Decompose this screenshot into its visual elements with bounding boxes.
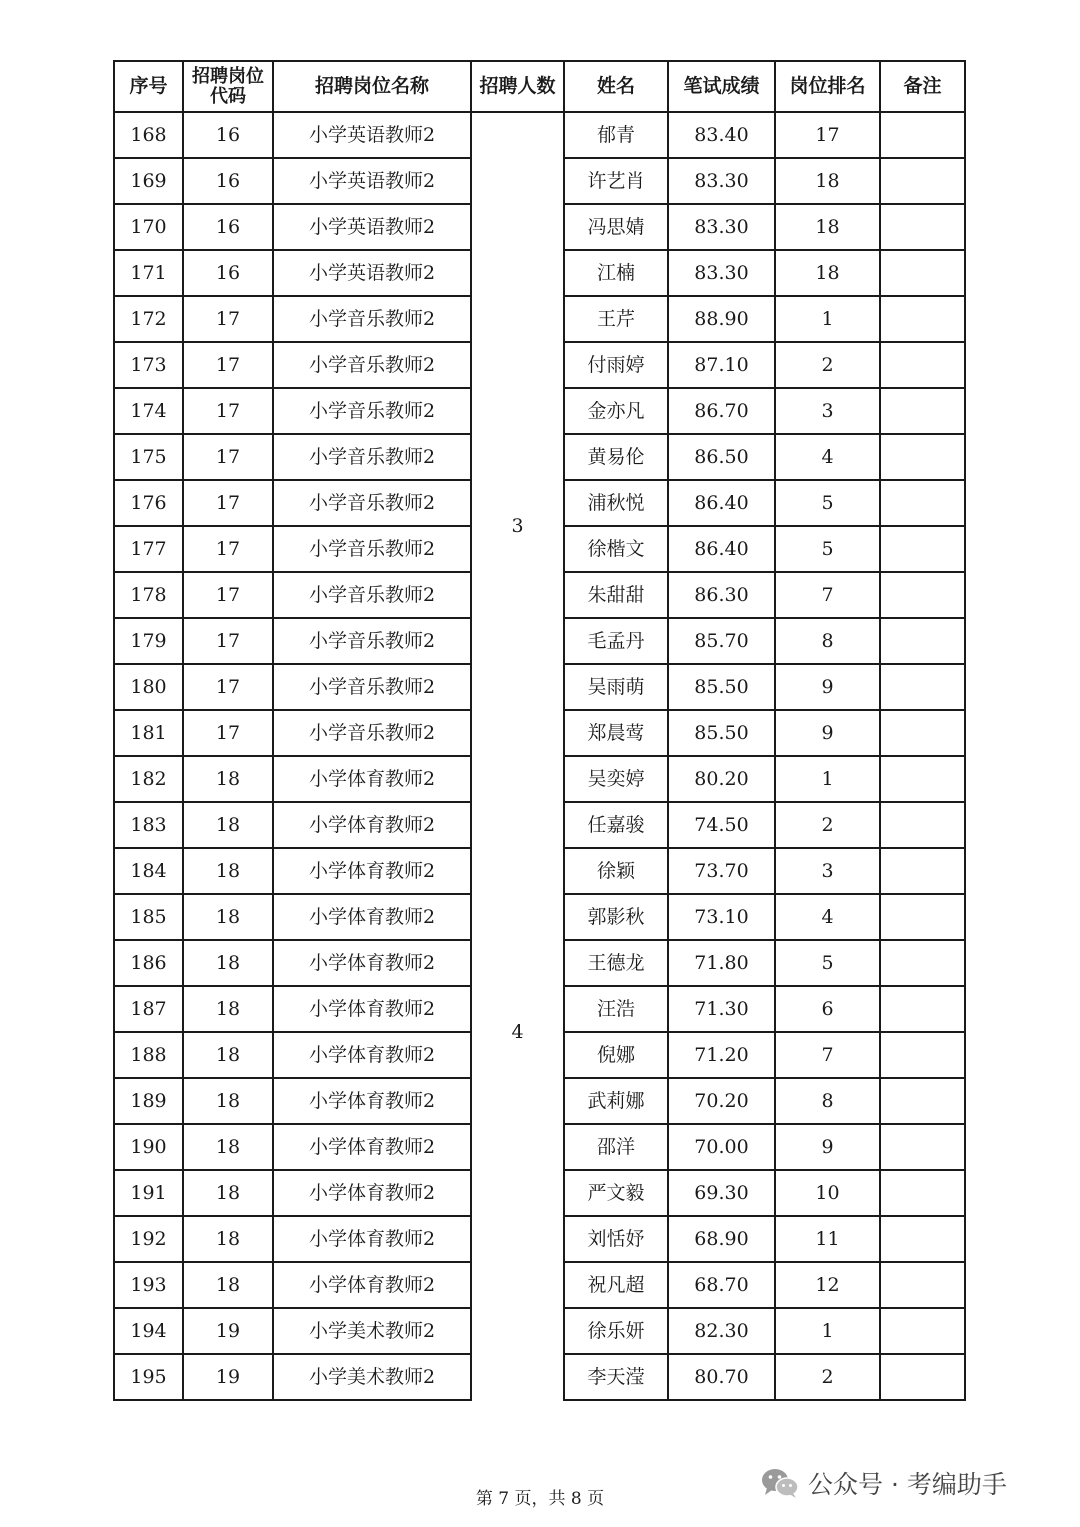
cell-score: 73.70 [668, 848, 775, 894]
cell-note [880, 112, 965, 158]
cell-position-code: 17 [183, 572, 273, 618]
cell-name: 金亦凡 [564, 388, 668, 434]
cell-note [880, 158, 965, 204]
header-position-code [183, 61, 273, 112]
cell-position-name: 小学体育教师2 [273, 802, 471, 848]
cell-rank: 18 [775, 250, 880, 296]
cell-seq: 182 [114, 756, 183, 802]
cell-score: 70.00 [668, 1124, 775, 1170]
cell-seq: 178 [114, 572, 183, 618]
table-header [114, 61, 965, 112]
cell-score: 71.20 [668, 1032, 775, 1078]
cell-score: 71.30 [668, 986, 775, 1032]
cell-seq: 171 [114, 250, 183, 296]
header-position-code-line1: 招聘岗位 [192, 65, 264, 87]
cell-position-code: 17 [183, 480, 273, 526]
cell-position-code: 18 [183, 1078, 273, 1124]
cell-position-code: 17 [183, 388, 273, 434]
cell-name: 许艺肖 [564, 158, 668, 204]
cell-seq: 170 [114, 204, 183, 250]
cell-name: 郭影秋 [564, 894, 668, 940]
cell-score: 68.90 [668, 1216, 775, 1262]
cell-rank: 2 [775, 342, 880, 388]
cell-note [880, 572, 965, 618]
cell-position-code: 16 [183, 158, 273, 204]
cell-seq: 194 [114, 1308, 183, 1354]
cell-rank: 4 [775, 894, 880, 940]
watermark-text: 公众号 · 考编助手 [808, 1470, 1007, 1499]
cell-rank: 8 [775, 618, 880, 664]
cell-rank: 5 [775, 940, 880, 986]
cell-position-code: 16 [183, 112, 273, 158]
header-rank: 岗位排名 [775, 61, 880, 112]
cell-rank: 8 [775, 1078, 880, 1124]
cell-name: 刘恬妤 [564, 1216, 668, 1262]
cell-rank: 12 [775, 1262, 880, 1308]
cell-seq: 173 [114, 342, 183, 388]
cell-position-code: 18 [183, 1170, 273, 1216]
cell-name: 吴雨萌 [564, 664, 668, 710]
cell-rank: 2 [775, 802, 880, 848]
wechat-icon [760, 1466, 800, 1500]
cell-hiring-count [471, 1308, 564, 1400]
cell-seq: 187 [114, 986, 183, 1032]
header-position-code-line2: 代码 [210, 85, 246, 107]
cell-rank: 18 [775, 158, 880, 204]
cell-rank: 4 [775, 434, 880, 480]
cell-score: 86.40 [668, 526, 775, 572]
cell-position-name: 小学体育教师2 [273, 1078, 471, 1124]
cell-hiring-count: 3 [471, 296, 564, 756]
cell-rank: 1 [775, 756, 880, 802]
cell-rank: 3 [775, 388, 880, 434]
cell-position-name: 小学音乐教师2 [273, 480, 471, 526]
cell-note [880, 1354, 965, 1400]
cell-position-code: 18 [183, 1124, 273, 1170]
cell-seq: 176 [114, 480, 183, 526]
cell-position-code: 18 [183, 756, 273, 802]
cell-note [880, 480, 965, 526]
cell-note [880, 1078, 965, 1124]
cell-hiring-count: 4 [471, 756, 564, 1308]
cell-rank: 18 [775, 204, 880, 250]
cell-name: 汪浩 [564, 986, 668, 1032]
cell-position-name: 小学音乐教师2 [273, 526, 471, 572]
cell-position-name: 小学美术教师2 [273, 1308, 471, 1354]
cell-score: 83.30 [668, 250, 775, 296]
cell-note [880, 1032, 965, 1078]
cell-note [880, 204, 965, 250]
cell-note [880, 710, 965, 756]
cell-note [880, 1262, 965, 1308]
cell-score: 83.40 [668, 112, 775, 158]
cell-position-code: 18 [183, 1032, 273, 1078]
cell-seq: 169 [114, 158, 183, 204]
cell-name: 严文毅 [564, 1170, 668, 1216]
cell-position-code: 18 [183, 802, 273, 848]
cell-note [880, 618, 965, 664]
cell-score: 68.70 [668, 1262, 775, 1308]
cell-name: 付雨婷 [564, 342, 668, 388]
cell-position-code: 17 [183, 618, 273, 664]
cell-score: 86.40 [668, 480, 775, 526]
cell-position-code: 17 [183, 296, 273, 342]
table-body [114, 112, 965, 1400]
cell-position-name: 小学音乐教师2 [273, 710, 471, 756]
cell-name: 黄易伦 [564, 434, 668, 480]
cell-score: 70.20 [668, 1078, 775, 1124]
cell-seq: 181 [114, 710, 183, 756]
cell-position-name: 小学美术教师2 [273, 1354, 471, 1400]
table-row [114, 1308, 965, 1354]
watermark [760, 1463, 1007, 1503]
cell-position-code: 17 [183, 710, 273, 756]
cell-seq: 195 [114, 1354, 183, 1400]
cell-name: 祝凡超 [564, 1262, 668, 1308]
cell-rank: 6 [775, 986, 880, 1032]
cell-rank: 5 [775, 480, 880, 526]
cell-seq: 183 [114, 802, 183, 848]
cell-position-name: 小学体育教师2 [273, 848, 471, 894]
cell-score: 86.50 [668, 434, 775, 480]
cell-seq: 174 [114, 388, 183, 434]
cell-rank: 1 [775, 1308, 880, 1354]
cell-rank: 7 [775, 572, 880, 618]
cell-position-code: 17 [183, 664, 273, 710]
cell-rank: 11 [775, 1216, 880, 1262]
cell-position-name: 小学体育教师2 [273, 1124, 471, 1170]
cell-score: 74.50 [668, 802, 775, 848]
cell-note [880, 526, 965, 572]
cell-seq: 188 [114, 1032, 183, 1078]
cell-position-name: 小学体育教师2 [273, 1170, 471, 1216]
cell-position-name: 小学英语教师2 [273, 204, 471, 250]
cell-seq: 177 [114, 526, 183, 572]
cell-rank: 17 [775, 112, 880, 158]
cell-position-name: 小学音乐教师2 [273, 434, 471, 480]
cell-note [880, 296, 965, 342]
cell-rank: 10 [775, 1170, 880, 1216]
cell-seq: 179 [114, 618, 183, 664]
cell-position-name: 小学音乐教师2 [273, 388, 471, 434]
cell-position-name: 小学体育教师2 [273, 1262, 471, 1308]
cell-note [880, 434, 965, 480]
cell-score: 73.10 [668, 894, 775, 940]
cell-rank: 9 [775, 710, 880, 756]
cell-position-name: 小学体育教师2 [273, 1216, 471, 1262]
cell-name: 李天滢 [564, 1354, 668, 1400]
cell-note [880, 1216, 965, 1262]
cell-position-code: 18 [183, 986, 273, 1032]
table-row [114, 756, 965, 802]
cell-note [880, 1308, 965, 1354]
cell-seq: 172 [114, 296, 183, 342]
cell-rank: 9 [775, 664, 880, 710]
cell-score: 83.30 [668, 204, 775, 250]
cell-seq: 191 [114, 1170, 183, 1216]
cell-note [880, 940, 965, 986]
cell-hiring-count [471, 112, 564, 296]
cell-position-code: 18 [183, 848, 273, 894]
header-seq: 序号 [114, 61, 183, 112]
cell-note [880, 664, 965, 710]
cell-position-code: 17 [183, 342, 273, 388]
cell-name: 邵洋 [564, 1124, 668, 1170]
cell-name: 徐楷文 [564, 526, 668, 572]
table-row [114, 112, 965, 158]
cell-name: 王德龙 [564, 940, 668, 986]
cell-position-code: 17 [183, 434, 273, 480]
cell-position-name: 小学音乐教师2 [273, 664, 471, 710]
cell-position-name: 小学英语教师2 [273, 158, 471, 204]
cell-score: 71.80 [668, 940, 775, 986]
cell-score: 80.20 [668, 756, 775, 802]
cell-score: 86.70 [668, 388, 775, 434]
cell-score: 86.30 [668, 572, 775, 618]
cell-position-name: 小学体育教师2 [273, 1032, 471, 1078]
cell-position-name: 小学体育教师2 [273, 986, 471, 1032]
cell-position-name: 小学英语教师2 [273, 112, 471, 158]
cell-name: 徐乐妍 [564, 1308, 668, 1354]
cell-name: 郁青 [564, 112, 668, 158]
cell-position-name: 小学音乐教师2 [273, 342, 471, 388]
cell-position-code: 19 [183, 1308, 273, 1354]
cell-seq: 190 [114, 1124, 183, 1170]
cell-name: 徐颖 [564, 848, 668, 894]
header-score: 笔试成绩 [668, 61, 775, 112]
cell-position-code: 18 [183, 1216, 273, 1262]
cell-rank: 2 [775, 1354, 880, 1400]
cell-seq: 175 [114, 434, 183, 480]
cell-score: 85.70 [668, 618, 775, 664]
cell-note [880, 342, 965, 388]
cell-position-code: 17 [183, 526, 273, 572]
cell-position-name: 小学体育教师2 [273, 894, 471, 940]
cell-name: 任嘉骏 [564, 802, 668, 848]
cell-note [880, 848, 965, 894]
cell-name: 倪娜 [564, 1032, 668, 1078]
cell-note [880, 756, 965, 802]
cell-score: 69.30 [668, 1170, 775, 1216]
header-name: 姓名 [564, 61, 668, 112]
cell-name: 武莉娜 [564, 1078, 668, 1124]
cell-position-name: 小学英语教师2 [273, 250, 471, 296]
header-position-name: 招聘岗位名称 [273, 61, 471, 112]
cell-seq: 184 [114, 848, 183, 894]
cell-score: 82.30 [668, 1308, 775, 1354]
cell-rank: 3 [775, 848, 880, 894]
header-note: 备注 [880, 61, 965, 112]
cell-rank: 7 [775, 1032, 880, 1078]
cell-note [880, 250, 965, 296]
cell-note [880, 802, 965, 848]
cell-name: 郑晨莺 [564, 710, 668, 756]
cell-position-name: 小学体育教师2 [273, 940, 471, 986]
cell-name: 冯思婧 [564, 204, 668, 250]
header-hiring-count: 招聘人数 [471, 61, 564, 112]
cell-position-code: 16 [183, 204, 273, 250]
cell-note [880, 1170, 965, 1216]
cell-score: 88.90 [668, 296, 775, 342]
cell-name: 朱甜甜 [564, 572, 668, 618]
cell-seq: 168 [114, 112, 183, 158]
cell-position-name: 小学音乐教师2 [273, 296, 471, 342]
cell-seq: 185 [114, 894, 183, 940]
cell-position-name: 小学体育教师2 [273, 756, 471, 802]
cell-position-code: 18 [183, 894, 273, 940]
cell-score: 87.10 [668, 342, 775, 388]
cell-seq: 193 [114, 1262, 183, 1308]
cell-position-code: 19 [183, 1354, 273, 1400]
cell-score: 80.70 [668, 1354, 775, 1400]
cell-rank: 9 [775, 1124, 880, 1170]
cell-name: 浦秋悦 [564, 480, 668, 526]
cell-position-code: 18 [183, 940, 273, 986]
cell-position-code: 18 [183, 1262, 273, 1308]
cell-score: 83.30 [668, 158, 775, 204]
cell-name: 毛孟丹 [564, 618, 668, 664]
cell-note [880, 986, 965, 1032]
cell-note [880, 388, 965, 434]
cell-rank: 1 [775, 296, 880, 342]
cell-note [880, 1124, 965, 1170]
page-number-label: 第 7 页，共 8 页 [475, 1489, 605, 1509]
cell-rank: 5 [775, 526, 880, 572]
results-table [113, 60, 966, 1401]
cell-seq: 192 [114, 1216, 183, 1262]
cell-position-name: 小学音乐教师2 [273, 572, 471, 618]
cell-seq: 186 [114, 940, 183, 986]
cell-position-code: 16 [183, 250, 273, 296]
cell-seq: 180 [114, 664, 183, 710]
cell-name: 江楠 [564, 250, 668, 296]
cell-name: 王芹 [564, 296, 668, 342]
cell-seq: 189 [114, 1078, 183, 1124]
table-row [114, 296, 965, 342]
cell-note [880, 894, 965, 940]
cell-score: 85.50 [668, 664, 775, 710]
cell-score: 85.50 [668, 710, 775, 756]
cell-name: 吴奕婷 [564, 756, 668, 802]
cell-position-name: 小学音乐教师2 [273, 618, 471, 664]
